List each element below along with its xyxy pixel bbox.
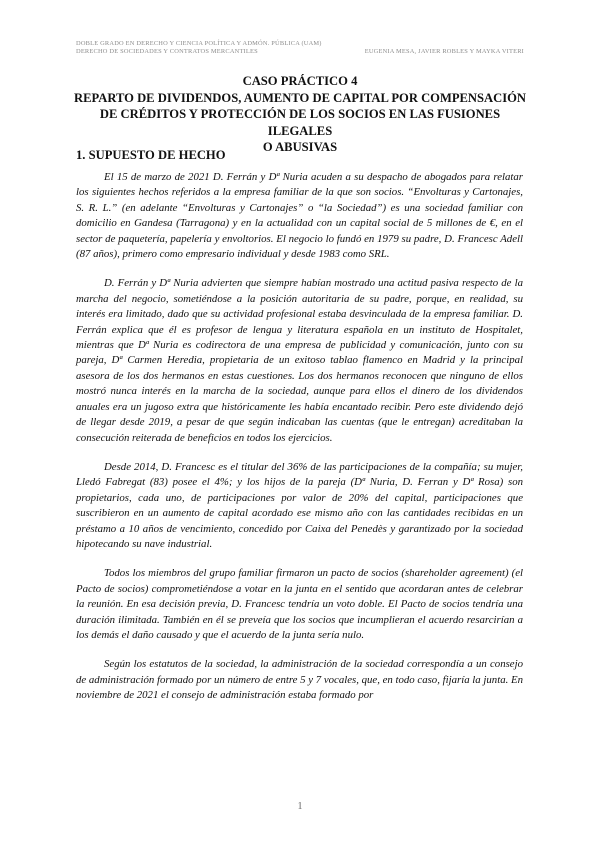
page-number: 1 xyxy=(297,801,303,812)
document-title xyxy=(70,73,530,156)
body-paragraph-5: Según los estatutos de la sociedad, la administración de la sociedad correspondía a un consejo de administración formado por un número de entre 5 y 7 vocales, que, en todo caso, fijaría la junta. En noviembre de 2021 el consejo de administración estaba formado por xyxy=(76,658,523,702)
body-paragraph-4: Todos los miembros del grupo familiar firmaron un pacto de socios (shareholder agreement) (el Pacto de socios) comprometiéndose a votar en la junta en el sentido que acordaran antes de celebrar la reunión. En esa decisión previa, D. Francesc tendría un voto doble. El Pacto de socios tendría una duración ilimitada. También en él se preveía que los socios que incumplieran el acuerdo resarcirían a los demás el daño causado y que el acuerdo de la junta sería nulo. xyxy=(76,567,523,641)
title-line-1: CASO PRÁCTICO 4 xyxy=(242,74,358,88)
title-line-4: O ABUSIVAS xyxy=(262,140,338,154)
running-header-line1: DOBLE GRADO EN DERECHO Y CIENCIA POLÍTICA Y ADMÓN. PÚBLICA (UAM) xyxy=(76,40,322,47)
title-line-3: DE CRÉDITOS Y PROTECCIÓN DE LOS SOCIOS EN LAS FUSIONES ILEGALES xyxy=(99,107,501,138)
title-line-2: REPARTO DE DIVIDENDOS, AUMENTO DE CAPITAL POR COMPENSACIÓN xyxy=(73,90,527,105)
running-header-authors: EUGENIA MESA, JAVIER ROBLES Y MAYKA VITERI xyxy=(364,48,524,55)
running-header-line2 xyxy=(76,48,524,55)
body-paragraph-2: D. Ferrán y Dª Nuria advierten que siempre habían mostrado una actitud pasiva respecto de la marcha del negocio, sometiéndose a la posición autoritaria de su padre, porque, en realidad, su interés era limitado, dado que su actividad profesional estaba desvinculada de la empresa familiar. D. Ferrán explica que él es profesor de lengua y literatura española en un instituto de Hospitalet, mientras que Dª Nuria es codirectora de una empresa de publicidad y comunicación, junto con su pareja, Dª Carmen Heredia, propietaria de un exitoso tablao flamenco en Madrid y la principal asesora de los dos hermanos en estas cuestiones. Los dos hermanos reconocen que ninguno de ellos mostró nunca interés en la marcha de la sociedad, aunque para ellos el dinero de los dividendos anuales era un jugoso extra que históricamente les había encantado recibir. Pero este dividendo dejó de llegar desde 2019, a pesar de que según indicaban las cuentas (que le entregan) acreditaban la consecución reiterada de beneficios en todos los ejercicios. xyxy=(76,277,523,444)
body-paragraph-1: El 15 de marzo de 2021 D. Ferrán y Dª Nuria acuden a su despacho de abogados para relatar los siguientes hechos referidos a la empresa familiar de la que son socios. “Envolturas y Cartonajes, S. R. L.” (en adelante “Envolturas y Cartonajes” o “la Sociedad”) es una sociedad familiar con domicilio en Gandesa (Tarragona) y en la actualidad con un capital social de 5 millones de €, en el sector de paquetería, papelería y envoltorios. El negocio lo fundó en 1979 su padre, D. Francesc Adell (87 años), primero como empresario individual y desde 1983 como SRL. xyxy=(76,171,523,261)
section-heading: 1. SUPUESTO DE HECHO xyxy=(76,148,226,162)
running-header-course: DERECHO DE SOCIEDADES Y CONTRATOS MERCANTILES xyxy=(76,48,258,55)
body-paragraph-3: Desde 2014, D. Francesc es el titular del 36% de las participaciones de la compañía; su mujer, Lledó Fabregat (83) posee el 4%; y los hijos de la pareja (Dª Nuria, D. Ferran y Dª Rosa) son propietarios, cada uno, de participaciones por valor de 20% del capital, participaciones que suscribieron en un aumento de capital acordado ese mismo año con las cantidades recibidas en un préstamo a 10 años de vencimiento, concedido por Caixa del Penedès y garantizado por la sociedad hipotecando su nave industrial. xyxy=(76,460,523,550)
document-body xyxy=(76,170,523,718)
